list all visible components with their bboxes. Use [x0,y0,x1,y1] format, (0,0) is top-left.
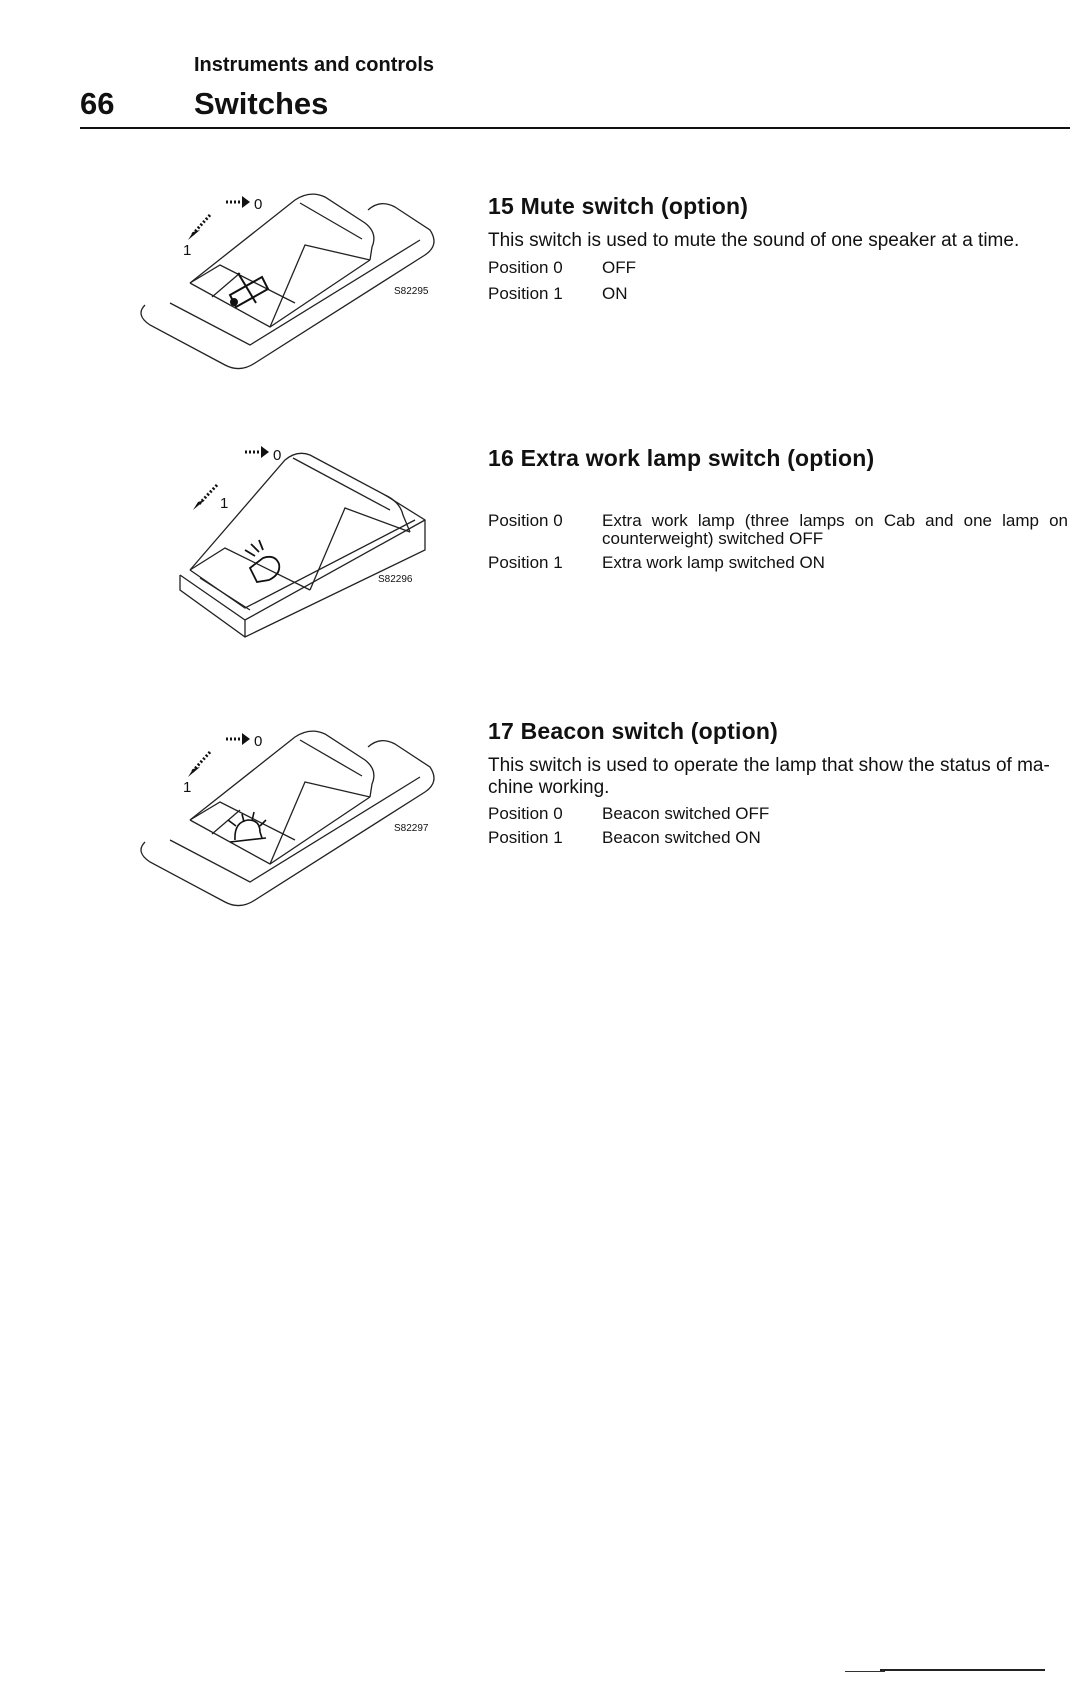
position-row [488,285,1068,303]
work-lamp-switch-illustration [175,440,435,640]
speaker-mute-icon [230,273,268,307]
position-label: Position 0 [488,258,563,277]
position-value: Beacon switched ON [602,828,761,847]
position-value: ON [602,284,628,303]
position-label: Position 0 [488,511,563,530]
position-value: Extra work lamp (three lamps on Cab and one lamp on counterweight) switched OFF [602,511,1068,548]
position-1-label: 1 [220,495,229,512]
section-title-work-lamp: 16 Extra work lamp switch (option) [488,445,875,471]
position-row [488,554,1068,572]
position-arrows-icon [188,196,250,240]
position-row [488,829,1068,847]
beacon-icon [228,812,266,842]
positions-list-work-lamp [488,512,1068,572]
position-value: Extra work lamp switched ON [602,553,825,572]
position-0-label: 0 [254,733,263,750]
position-value: OFF [602,258,636,277]
position-arrows-icon [193,446,269,510]
position-1-label: 1 [183,242,192,259]
position-row [488,805,1068,823]
positions-list-mute [488,259,1068,303]
header-divider [80,127,1070,129]
positions-list-beacon [488,805,1068,847]
mute-switch-illustration [130,185,450,375]
position-row [488,259,1068,277]
figure-code: S82297 [394,823,429,834]
section-title-beacon: 17 Beacon switch (option) [488,718,778,744]
position-label: Position 1 [488,828,563,847]
section-desc-mute: This switch is used to mute the sound of one speaker at a time. [488,230,1020,251]
footer-divider [845,1671,885,1672]
footer-divider [880,1669,1045,1671]
section-desc-beacon: This switch is used to operate the lamp that show the status of ma-chine working. [488,755,1050,798]
figure-code: S82296 [378,574,413,585]
position-label: Position 1 [488,553,563,572]
page-title: Switches [194,86,329,121]
position-label: Position 0 [488,804,563,823]
header-section-label: Instruments and controls [194,54,435,76]
page-number: 66 [80,86,115,121]
position-row [488,512,1068,548]
section-title-mute: 15 Mute switch (option) [488,193,749,219]
position-0-label: 0 [254,196,263,213]
figure-code: S82295 [394,286,429,297]
position-label: Position 1 [488,284,563,303]
beacon-switch-illustration [130,722,450,912]
position-0-label: 0 [273,447,282,464]
position-arrows-icon [188,733,250,777]
position-1-label: 1 [183,779,192,796]
position-value: Beacon switched OFF [602,804,770,823]
